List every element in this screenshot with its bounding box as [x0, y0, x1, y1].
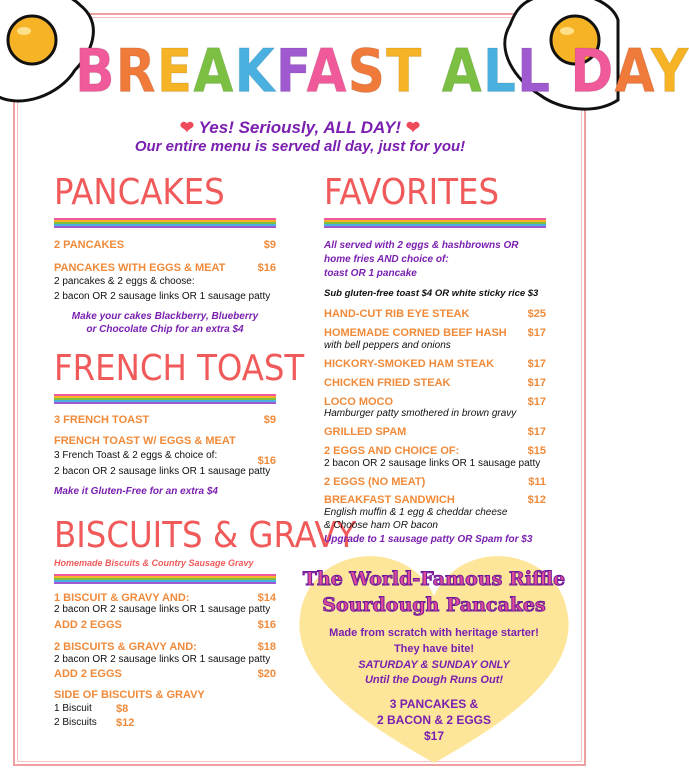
- title-letter: [551, 38, 570, 107]
- title-letter: L: [517, 37, 552, 107]
- favorites-intro: toast OR 1 pancake: [324, 268, 417, 279]
- feature-combo: 2 BACON & 2 EGGS: [376, 713, 492, 727]
- menu-item-desc: & Choose ham OR bacon: [324, 520, 438, 531]
- menu-item-price: $16: [257, 455, 276, 467]
- section-heading-biscuits: BISCUITS & GRAVY: [54, 515, 357, 556]
- title-letter: F: [275, 37, 307, 107]
- tagline: ❤ Yes! Seriously, ALL DAY! ❤: [179, 118, 421, 137]
- subtitle: Our entire menu is served all day, just for you!: [134, 138, 466, 155]
- side-price: $12: [116, 717, 135, 729]
- favorites-intro: home fries AND choice of:: [324, 254, 449, 265]
- menu-note: Make it Gluten-Free for an extra $4: [54, 486, 218, 497]
- menu-item-name: 1 BISCUIT & GRAVY AND:: [54, 592, 190, 604]
- menu-item-price: $20: [257, 668, 276, 680]
- menu-item-desc: English muffin & 1 egg & cheddar cheese: [324, 507, 508, 518]
- section-heading-pancakes: PANCAKES: [54, 172, 225, 213]
- feature-line: SATURDAY & SUNDAY ONLY: [358, 659, 510, 671]
- menu-item-desc: 2 bacon OR 2 sausage links OR 1 sausage patty: [54, 604, 271, 615]
- menu-item-desc: 2 bacon OR 2 sausage links OR 1 sausage patty: [324, 458, 541, 469]
- feature-title: Sourdough Pancakes: [322, 594, 546, 616]
- section-subheading: Homemade Biscuits & Country Sausage Gravy: [54, 558, 254, 568]
- feature-line: Until the Dough Runs Out!: [364, 674, 504, 686]
- menu-item-desc: with bell peppers and onions: [324, 340, 451, 351]
- feature-line: They have bite!: [393, 643, 475, 655]
- menu-item-price: $9: [263, 239, 276, 251]
- section-heading-french-toast: FRENCH TOAST: [54, 348, 305, 389]
- side-label: 1 Biscuit: [54, 703, 92, 714]
- menu-item-price: $17: [527, 377, 546, 389]
- title-letter: S: [347, 37, 387, 107]
- rainbow-divider: [54, 394, 276, 404]
- menu-item-name: HOMEMADE CORNED BEEF HASH: [324, 327, 507, 339]
- feature-title: The World-Famous Riffle: [302, 568, 566, 590]
- menu-item-name: 2 PANCAKES: [54, 239, 125, 251]
- feature-combo: 3 PANCAKES &: [389, 697, 479, 711]
- rainbow-divider: [54, 218, 276, 228]
- menu-item-name: 2 EGGS (NO MEAT): [324, 476, 426, 488]
- title-letter: A: [614, 37, 651, 107]
- title-letter: T: [386, 37, 423, 107]
- menu-item-name: CHICKEN FRIED STEAK: [324, 377, 451, 389]
- menu-item-price: $17: [527, 396, 546, 408]
- menu-item-name: 2 BISCUITS & GRAVY AND:: [54, 641, 197, 653]
- menu-item-name: GRILLED SPAM: [324, 426, 407, 438]
- title-letter: R: [115, 37, 157, 107]
- menu-item-name: HICKORY-SMOKED HAM STEAK: [324, 358, 495, 370]
- menu-item-desc: 3 French Toast & 2 eggs & choice of:: [54, 450, 218, 461]
- title-letter: A: [193, 37, 235, 107]
- menu-note: Upgrade to 1 sausage patty OR Spam for $3: [324, 534, 533, 545]
- menu-item-price: $18: [257, 641, 276, 653]
- menu-item-price: $11: [528, 476, 546, 488]
- menu-item-desc: 2 bacon OR 2 sausage links OR 1 sausage patty: [54, 466, 271, 477]
- menu-item-price: $16: [257, 262, 276, 274]
- menu-item-price: $9: [263, 414, 276, 426]
- rainbow-divider: [324, 218, 546, 228]
- menu-item-price: $17: [527, 426, 546, 438]
- heart-icon: ❤: [179, 118, 195, 137]
- menu-item-name: 2 EGGS AND CHOICE OF:: [324, 445, 460, 457]
- rainbow-divider: [54, 574, 276, 584]
- section-heading-favorites: FAVORITES: [324, 172, 500, 213]
- menu-item-desc: Hamburger patty smothered in brown gravy: [324, 408, 517, 419]
- menu-item-desc: 2 bacon OR 2 sausage links OR 1 sausage patty: [54, 291, 271, 302]
- menu-item-name: FRENCH TOAST W/ EGGS & MEAT: [54, 435, 236, 447]
- favorites-sub-note: Sub gluten-free toast $4 OR white sticky rice $3: [324, 288, 539, 299]
- feature-price: $17: [423, 729, 445, 743]
- title-letter: A: [306, 37, 348, 107]
- title-letter: [423, 38, 442, 107]
- menu-item-desc: 2 pancakes & 2 eggs & choose:: [54, 276, 195, 287]
- title-letter: L: [482, 37, 518, 107]
- menu-item-name: ADD 2 EGGS: [54, 619, 122, 631]
- menu-item-name: LOCO MOCO: [324, 396, 394, 408]
- title-letter: D: [570, 37, 615, 107]
- menu-item-price: $25: [527, 308, 546, 320]
- menu-item-price: $15: [527, 445, 546, 457]
- menu-item-name: BREAKFAST SANDWICH: [324, 494, 455, 506]
- menu-item-name: HAND-CUT RIB EYE STEAK: [324, 308, 470, 320]
- menu-note: Make your cakes Blackberry, Blueberry: [71, 311, 259, 322]
- page-title: [75, 37, 689, 107]
- title-letter: B: [75, 37, 116, 107]
- menu-item-name: ADD 2 EGGS: [54, 668, 122, 680]
- title-letter: A: [441, 37, 483, 107]
- side-label: 2 Biscuits: [54, 717, 97, 728]
- menu-item-name: SIDE OF BISCUITS & GRAVY: [54, 689, 205, 701]
- menu-note: or Chocolate Chip for an extra $4: [86, 324, 244, 335]
- favorites-intro: All served with 2 eggs & hashbrowns OR: [324, 240, 519, 251]
- menu-item-price: $17: [527, 327, 546, 339]
- feature-line: Made from scratch with heritage starter!: [329, 627, 539, 639]
- side-price: $8: [116, 703, 129, 715]
- menu-item-name: PANCAKES WITH EGGS & MEAT: [54, 262, 226, 274]
- menu-item-price: $17: [527, 358, 546, 370]
- title-letter: E: [156, 37, 194, 107]
- heart-icon: ❤: [405, 118, 421, 137]
- menu-item-price: $12: [527, 494, 546, 506]
- menu-item-desc: 2 bacon OR 2 sausage links OR 1 sausage patty: [54, 654, 271, 665]
- menu-item-price: $16: [257, 619, 276, 631]
- menu-item-price: $14: [257, 592, 276, 604]
- title-letter: Y: [650, 37, 689, 107]
- menu-item-name: 3 FRENCH TOAST: [54, 414, 150, 426]
- title-letter: K: [234, 37, 276, 107]
